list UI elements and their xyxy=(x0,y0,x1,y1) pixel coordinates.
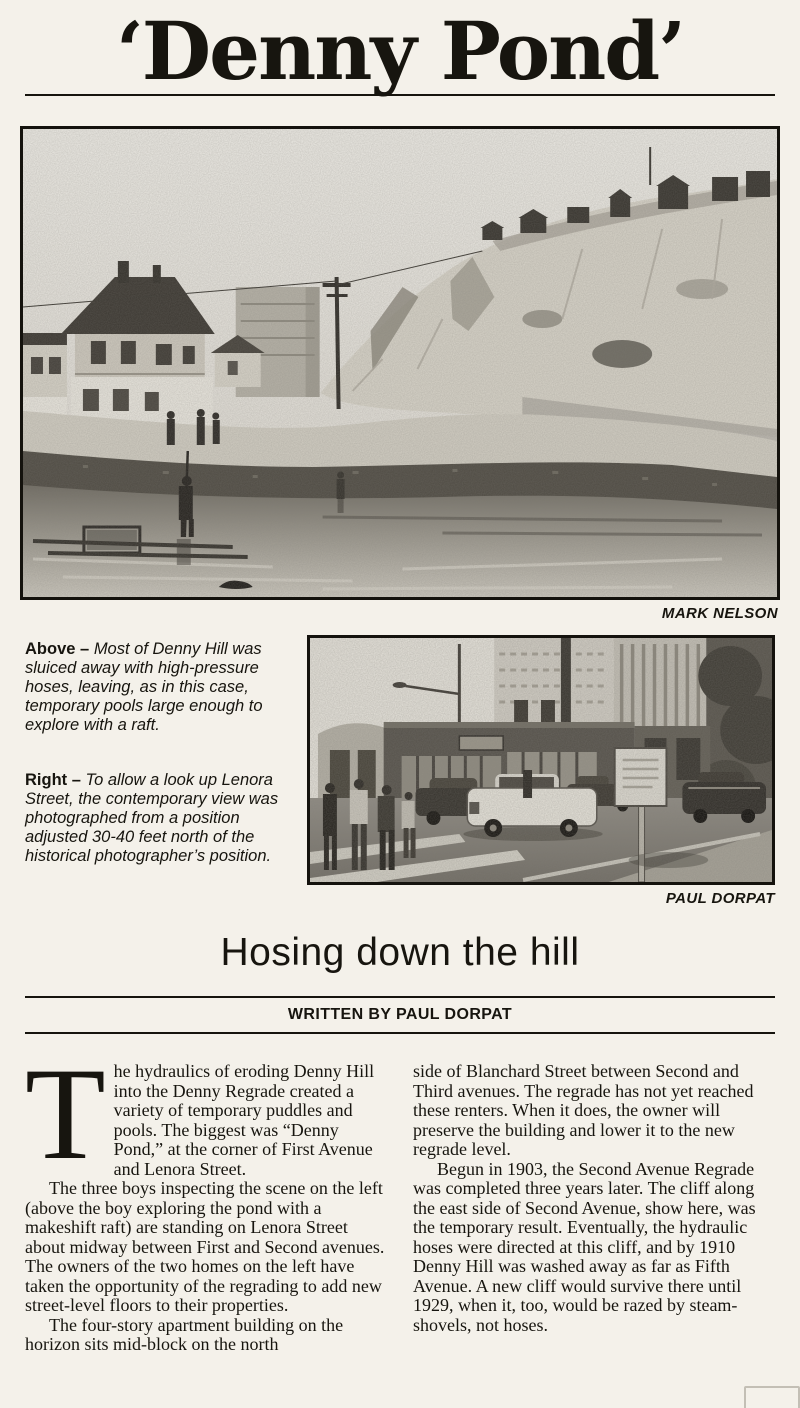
masthead xyxy=(0,0,800,98)
caption-right-dash: – xyxy=(71,771,81,790)
paragraph: side of Blanchard Street between Second and Third avenues. The regrade has not yet reached these renters. When it does, the owner will preserve the building and lower it to the new regrade level. xyxy=(413,1061,754,1160)
caption-right-lead: Right xyxy=(25,771,68,790)
paragraph: The three boys inspecting the scene on the left (above the boy exploring the pond with a makeshift raft) are standing on Lenora Street about midway between First and Second avenues. The owners of the two homes on the left have taken the opportunity of the regrading to add new street-level floors to their properties. xyxy=(25,1178,385,1316)
caption-above xyxy=(25,640,297,735)
byline-bar xyxy=(25,996,775,1034)
caption-above-dash: – xyxy=(80,640,90,659)
caption-right-text: To allow a look up Lenora Street, the contemporary view was photographed from a position adjusted 30-40 feet north of the historical photographer’s position. xyxy=(25,771,279,866)
secondary-photo xyxy=(307,635,775,885)
article-body xyxy=(25,1040,775,1355)
main-photo xyxy=(20,126,780,600)
page-title: ‘Denny Pond’ xyxy=(115,4,685,98)
caption-right xyxy=(25,771,297,866)
halftone-grain xyxy=(310,638,772,882)
byline: WRITTEN BY PAUL DORPAT xyxy=(287,1006,513,1024)
paragraph: Begun in 1903, the Second Avenue Regrade was completed three years later. The cliff along the east side of Second Avenue, show here, was the temporary result. Eventually, the hydraulic hoses were directed at this cliff, and by 1910 Denny Hill was washed away as far as Fifth Avenue. A new cliff would survive there until 1929, when it, too, would be razed by steam-shovels, not hoses. xyxy=(413,1158,756,1335)
halftone-grain xyxy=(23,129,777,597)
main-photo-credit: MARK NELSON xyxy=(661,605,778,623)
paragraph xyxy=(25,1040,387,1188)
secondary-photo-credit: PAUL DORPAT xyxy=(665,890,775,908)
contemporary-lenora-street-photo-illustration xyxy=(310,638,772,882)
paragraph: The four-story apartment building on the horizon sits mid-block on the north xyxy=(25,1314,344,1355)
article-headline: Hosing down the hill xyxy=(220,931,580,975)
caption-column xyxy=(25,635,297,907)
historical-denny-hill-photo-illustration xyxy=(23,129,777,597)
main-photo-figure xyxy=(0,126,800,622)
captions-and-photo2 xyxy=(25,635,775,907)
paragraph-text: he hydraulics of eroding Denny Hill into the Denny Regrade created a variety of temporary puddles and pools. The biggest was “Denny Pond,” at the corner of First Avenue and Lenora Street. xyxy=(113,1061,375,1179)
caption-above-text: Most of Denny Hill was sluiced away with high-pressure hoses, leaving, as in this case, temporary pools large enough to explore with a raft. xyxy=(25,640,263,735)
drop-cap: T xyxy=(25,1040,106,1188)
caption-above-lead: Above xyxy=(25,640,76,659)
scan-artifact-box xyxy=(744,1386,800,1408)
secondary-photo-figure xyxy=(307,635,775,907)
article-column-left xyxy=(25,1040,387,1355)
article-column-right xyxy=(413,1062,775,1355)
